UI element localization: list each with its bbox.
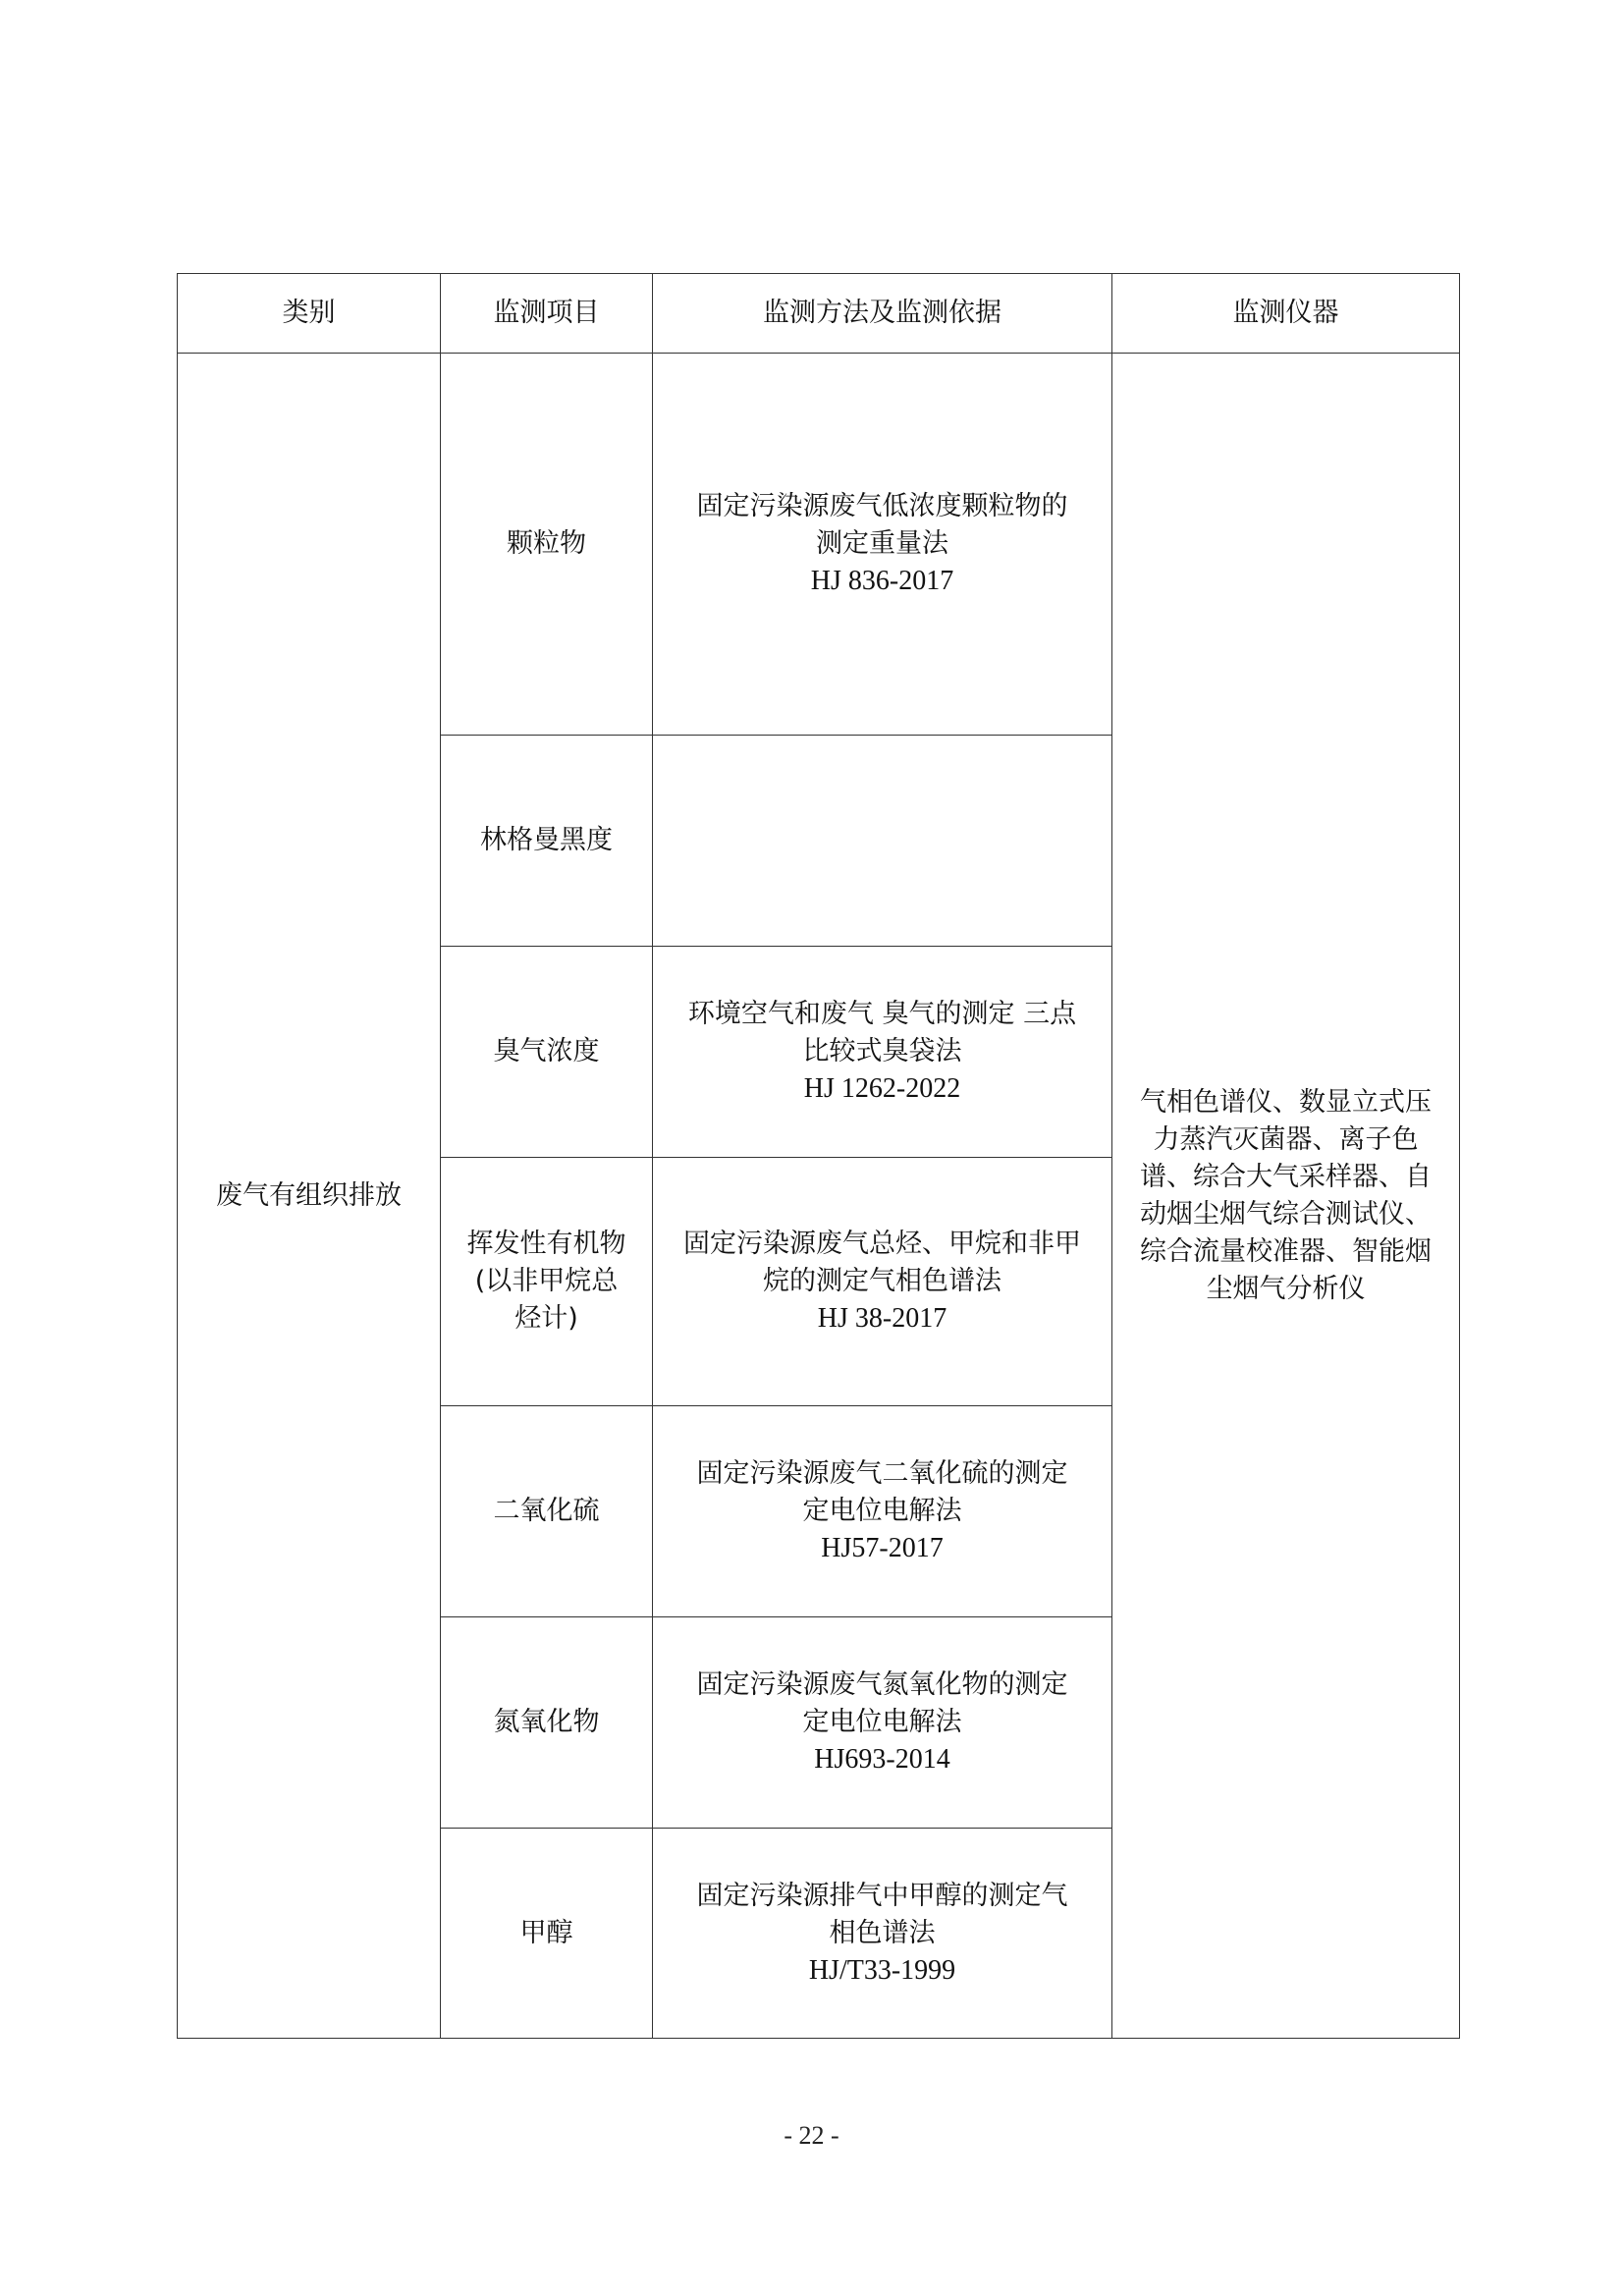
header-instrument: 监测仪器 bbox=[1112, 274, 1460, 354]
item-label: 挥发性有机物 bbox=[466, 1229, 626, 1259]
item-label: 烃计) bbox=[514, 1303, 578, 1334]
method-standard: HJ/T33-1999 bbox=[808, 1954, 956, 1986]
header-category: 类别 bbox=[178, 274, 441, 354]
method-line: 比较式臭袋法 bbox=[802, 1036, 962, 1066]
instrument-line: 动烟尘烟气综合测试仪、 bbox=[1140, 1198, 1432, 1230]
method-line: 定电位电解法 bbox=[802, 1496, 962, 1526]
method-cell bbox=[653, 947, 1112, 1158]
item-cell bbox=[441, 1158, 653, 1406]
item-cell bbox=[441, 1617, 653, 1829]
method-standard: HJ 836-2017 bbox=[810, 566, 954, 596]
method-line: 固定污染源排气中甲醇的测定气 bbox=[696, 1880, 1068, 1911]
instrument-line: 综合流量校准器、智能烟 bbox=[1140, 1235, 1432, 1267]
method-cell bbox=[653, 354, 1112, 736]
header-item: 监测项目 bbox=[441, 274, 653, 354]
item-label: (以非甲烷总 bbox=[474, 1266, 619, 1296]
item-cell bbox=[441, 736, 653, 947]
instrument-line: 力蒸汽灭菌器、离子色 bbox=[1153, 1123, 1419, 1155]
method-line: 定电位电解法 bbox=[802, 1707, 962, 1737]
method-standard: HJ693-2014 bbox=[814, 1744, 950, 1775]
method-line: 环境空气和废气 臭气的测定 三点 bbox=[687, 999, 1077, 1029]
page-number: - 22 - bbox=[784, 2121, 839, 2150]
method-line: 固定污染源废气氮氧化物的测定 bbox=[696, 1669, 1068, 1700]
item-label: 颗粒物 bbox=[507, 528, 586, 559]
category-label: 废气有组织排放 bbox=[216, 1179, 402, 1211]
table-header-row bbox=[178, 274, 1460, 354]
method-line: 烷的测定气相色谱法 bbox=[763, 1266, 1001, 1296]
method-cell-empty bbox=[653, 736, 1112, 947]
method-cell bbox=[653, 1829, 1112, 2039]
item-label: 林格曼黑度 bbox=[480, 825, 613, 855]
instrument-cell bbox=[1112, 354, 1460, 2039]
category-cell bbox=[178, 354, 441, 2039]
item-label: 臭气浓度 bbox=[493, 1036, 600, 1066]
item-label: 甲醇 bbox=[519, 1917, 573, 1948]
method-line: 相色谱法 bbox=[829, 1917, 936, 1948]
item-cell bbox=[441, 354, 653, 736]
item-label: 二氧化硫 bbox=[493, 1496, 600, 1526]
instrument-line: 谱、综合大气采样器、自 bbox=[1140, 1161, 1432, 1192]
table-row bbox=[178, 354, 1460, 736]
method-standard: HJ 1262-2022 bbox=[803, 1073, 961, 1104]
instrument-line: 气相色谱仪、数显立式压 bbox=[1140, 1086, 1432, 1118]
method-cell bbox=[653, 1617, 1112, 1829]
method-standard: HJ 38-2017 bbox=[817, 1303, 947, 1334]
method-standard: HJ57-2017 bbox=[821, 1533, 944, 1563]
instrument-line: 尘烟气分析仪 bbox=[1206, 1273, 1366, 1304]
method-line: 固定污染源废气总烃、甲烷和非甲 bbox=[683, 1229, 1081, 1259]
method-line: 固定污染源废气低浓度颗粒物的 bbox=[696, 491, 1068, 521]
method-line: 固定污染源废气二氧化硫的测定 bbox=[696, 1458, 1068, 1489]
item-label: 氮氧化物 bbox=[493, 1707, 600, 1737]
item-cell bbox=[441, 947, 653, 1158]
method-line: 测定重量法 bbox=[816, 528, 948, 559]
header-method: 监测方法及监测依据 bbox=[653, 274, 1112, 354]
item-cell bbox=[441, 1829, 653, 2039]
item-cell bbox=[441, 1406, 653, 1617]
method-cell bbox=[653, 1158, 1112, 1406]
method-cell bbox=[653, 1406, 1112, 1617]
monitoring-table bbox=[177, 273, 1460, 2039]
